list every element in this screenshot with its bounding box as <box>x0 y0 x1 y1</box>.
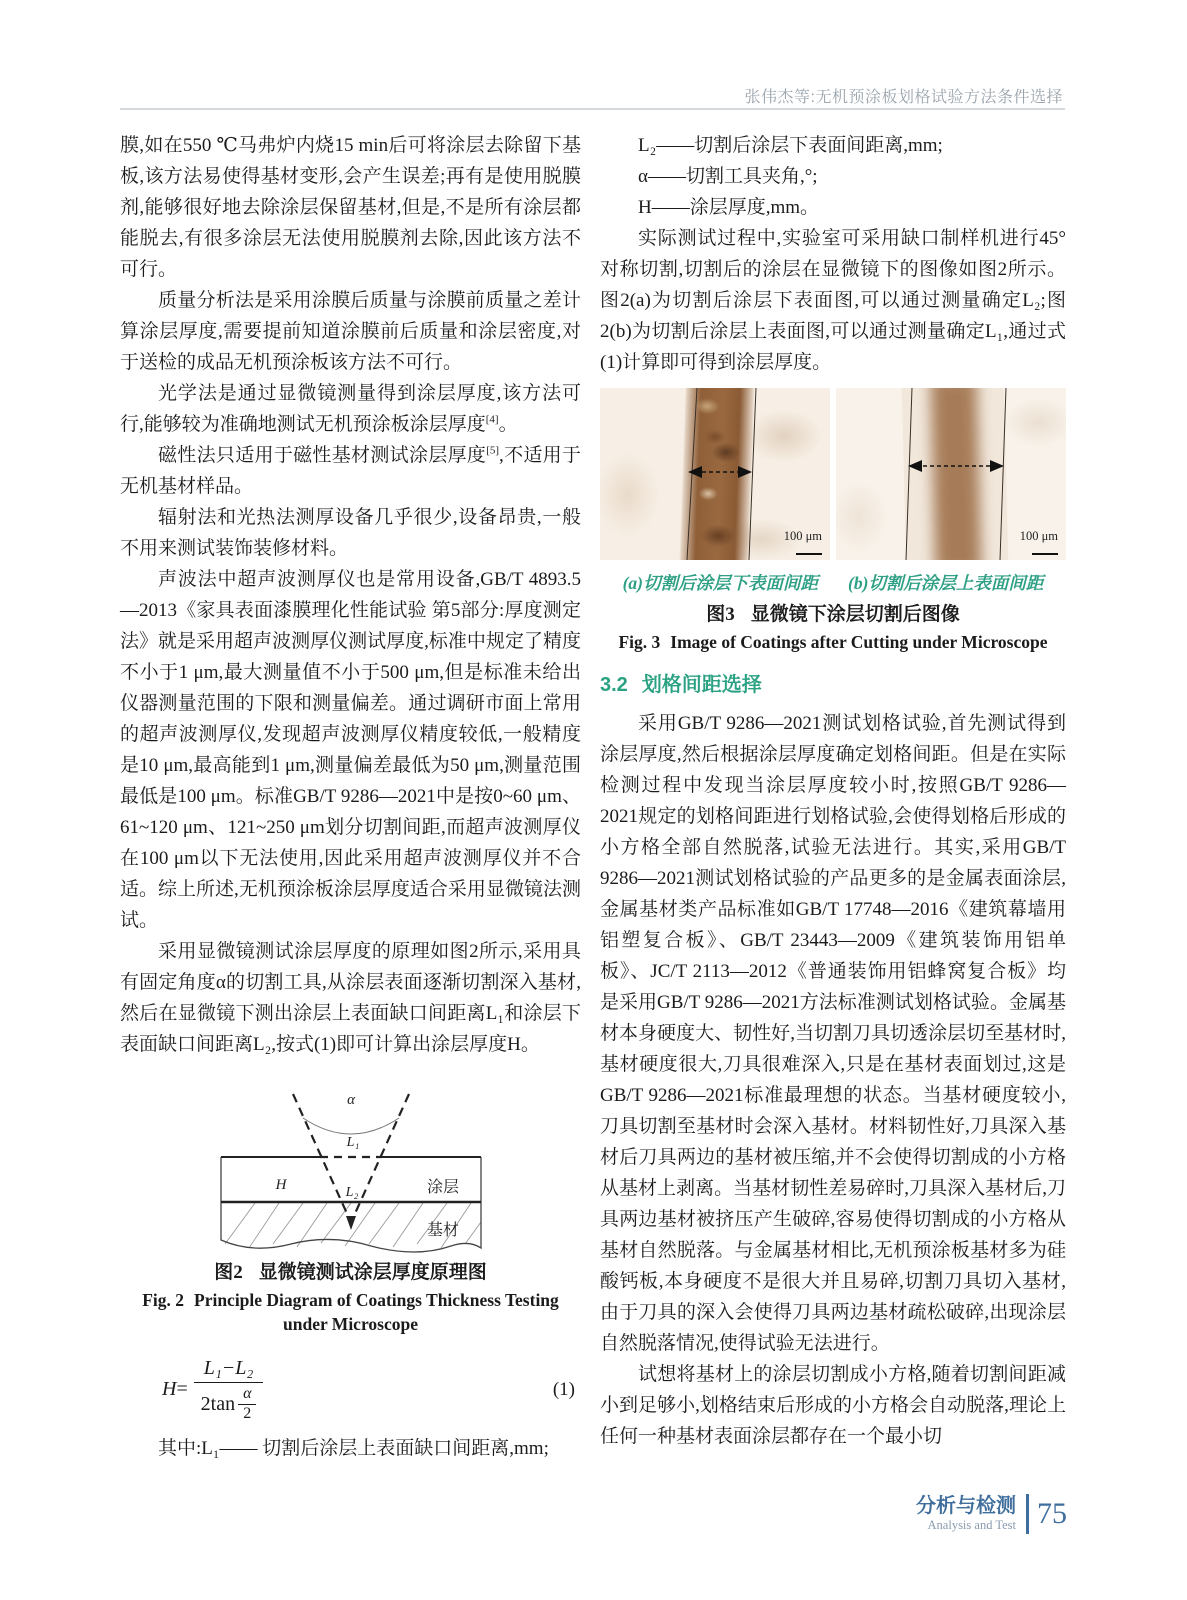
H-label: H <box>275 1177 286 1193</box>
reference-marker: [4] <box>485 413 499 426</box>
figure-3 <box>600 388 1066 654</box>
text-columns <box>120 130 1066 1464</box>
fraction <box>194 1356 264 1423</box>
coating-label: 涂层 <box>426 1179 459 1196</box>
figure-3-number-en: Fig. 3 <box>618 632 661 652</box>
fraction-denominator <box>201 1383 257 1423</box>
footer-divider <box>1026 1494 1029 1534</box>
micrograph-a <box>600 388 830 560</box>
right-column <box>600 130 1066 1464</box>
scale-label: 100 μm <box>783 529 822 543</box>
section-title: 划格间距选择 <box>641 674 762 696</box>
coating-cut-diagram <box>171 1072 531 1254</box>
subfigure-b-caption: (b)切割后涂层上表面间距 <box>848 573 1044 593</box>
L2-label: L₂ <box>345 1185 358 1200</box>
equation-1 <box>120 1356 581 1423</box>
inner-numerator: α <box>238 1385 256 1405</box>
paragraph <box>120 378 581 440</box>
paragraph: 声波法中超声波测厚仪也是常用设备,GB/T 4893.5—2013《家具表面漆膜理化性能试验 第5部分:厚度测定法》就是采用超声波测厚仪测试厚度,标准中规定了精度不小于1 μm,最大测量值不小于500 μm,但是标准未给出仪器测量范围的下限和测量偏差。通过调研市面上常用的超声波测厚仪,发现超声波测厚仪精度较低,一般精度是10 μm,最高能到1 μm,测量偏差最低为50 μm,测量范围最低是100 μm。标准GB/T 9286—2021中是按0~60 μm、61~120 μm、121~250 μm划分切割间距,而超声波测厚仪在100 μm以下无法使用,因此采用超声波测厚仪并不合适。综上所述,无机预涂板涂层厚度适合采用显微镜法测试。 <box>120 569 581 931</box>
figure-2-number-en: Fig. 2 <box>142 1290 184 1310</box>
figure-2-number: 图2 <box>214 1262 243 1283</box>
figure-2-caption-en <box>120 1288 581 1336</box>
equation-number: (1) <box>552 1379 575 1400</box>
paragraph-text: 磁性法只适用于磁性基材测试涂层厚度 <box>158 445 487 466</box>
inner-denominator: 2 <box>243 1405 252 1422</box>
section-heading-3-2 <box>600 670 1066 700</box>
figure-3-caption-cn <box>600 602 1066 628</box>
journal-section-en: Analysis and Test <box>927 1518 1016 1532</box>
definition-L2: L₂——切割后涂层下表面间距离,mm; <box>638 135 943 156</box>
figure-3-title-en: Image of Coatings after Cutting under Microscope <box>670 632 1048 652</box>
scale-bar-line <box>1032 553 1058 555</box>
page-footer <box>916 1494 1067 1534</box>
equation-body <box>162 1356 263 1423</box>
subfigure-captions <box>600 570 1066 596</box>
journal-section-name <box>916 1495 1016 1533</box>
paragraph-text: ,不适用于无机基材样品。 <box>120 445 581 497</box>
substrate-label: 基材 <box>426 1222 459 1239</box>
equation-lhs: H <box>162 1378 177 1400</box>
section-number: 3.2 <box>600 674 628 696</box>
definition-alpha: α——切割工具夹角,°; <box>638 166 818 187</box>
figure-3-title: 显微镜下涂层切割后图像 <box>750 604 960 625</box>
figure-2-title-en: Principle Diagram of Coatings Thickness Testing under Microscope <box>194 1290 559 1334</box>
equals-sign: = <box>176 1378 188 1400</box>
left-column <box>120 130 581 1464</box>
paragraph: 辐射法和光热法测厚设备几乎很少,设备昂贵,一般不用来测试装饰装修材料。 <box>120 507 581 559</box>
paragraph: 采用显微镜测试涂层厚度的原理如图2所示,采用具有固定角度α的切割工具,从涂层表面逐渐切割深入基材,然后在显微镜下测出涂层上表面缺口间距离L₁和涂层下表面缺口间距离L₂,按式(1)即可计算出涂层厚度H。 <box>120 941 581 1055</box>
definition-H: H——涂层厚度,mm。 <box>638 197 820 218</box>
micrograph-b <box>836 388 1066 560</box>
scale-bar-line <box>796 553 822 555</box>
paragraph <box>120 440 581 502</box>
paragraph-text: 光学法是通过显微镜测量得到涂层厚度,该方法可行,能够较为准确地测试无机预涂板涂层厚度 <box>120 383 581 435</box>
paragraph: 实际测试过程中,实验室可采用缺口制样机进行45°对称切割,切割后的涂层在显微镜下的图像如图2所示。图2(a)为切割后涂层下表面图,可以通过测量确定L₂;图2(b)为切割后涂层上表面图,可以通过测量确定L₁,通过式(1)计算即可得到涂层厚度。 <box>600 228 1066 373</box>
where-clause: 其中:L₁—— 切割后涂层上表面缺口间距离,mm; <box>158 1438 549 1459</box>
scale-bar <box>784 521 822 555</box>
figure-3-caption-en <box>600 630 1066 654</box>
paragraph-text: 。 <box>498 414 518 435</box>
L1-label: L₁ <box>346 1135 359 1150</box>
micrograph-row <box>600 388 1066 560</box>
paragraph: 膜,如在550 ℃马弗炉内烧15 min后可将涂层去除留下基板,该方法易使得基材变形,会产生误差;再有是使用脱膜剂,能够很好地去除涂层保留基材,但是,不是所有涂层都能脱去,有很多涂层无法使用脱膜剂去除,因此该方法不可行。 <box>120 135 581 280</box>
scale-label: 100 μm <box>1019 529 1058 543</box>
figure-2 <box>120 1072 581 1336</box>
paragraph: 采用GB/T 9286—2021测试划格试验,首先测试得到涂层厚度,然后根据涂层厚度确定划格间距。但是在实际检测过程中发现当涂层厚度较小时,按照GB/T 9286—2021规定的划格间距进行划格试验,会使得划格后形成的小方格全部自然脱落,试验无法进行。其实,采用GB/T 9286—2021测试划格试验的产品更多的是金属表面涂层,金属基材类产品标准如GB/T 17748—2016《建筑幕墙用铝塑复合板》、GB/T 23443—2009《建筑装饰用铝单板》、JC/T 2113—2012《普通装饰用铝蜂窝复合板》均是采用GB/T 9286—2021方法标准测试划格试验。金属基材本身硬度大、韧性好,当切割刀具切透涂层切至基材时,基材硬度很大,刀具很难深入,只是在基材表面划过,这是GB/T 9286—2021标准最理想的状态。当基材硬度较小,刀具切割至基材时会深入基材。材料韧性好,刀具深入基材后刀具两边的基材被压缩,并不会使得切割成的小方格从基材上剥离。当基材韧性差易碎时,刀具深入基材后,刀具两边基材被挤压产生破碎,容易使得切割成的小方格从基材自然脱落。与金属基材相比,无机预涂板基材多为硅酸钙板,本身硬度不是很大并且易碎,切割刀具切入基材,由于刀具的深入会使得刀具两边基材疏松破碎,出现涂层自然脱落情况,使得试验无法进行。 <box>600 713 1066 1354</box>
alpha-label: α <box>346 1092 355 1108</box>
page-number: 75 <box>1037 1497 1067 1530</box>
reference-marker: [5] <box>486 444 500 457</box>
paragraph: 试想将基材上的涂层切割成小方格,随着切割间距减小到足够小,划格结束后形成的小方格会自动脱落,理论上任何一种基材表面涂层都存在一个最小切 <box>600 1364 1066 1447</box>
paragraph: 质量分析法是采用涂膜后质量与涂膜前质量之差计算涂层厚度,需要提前知道涂膜前后质量和涂层密度,对于送检的成品无机预涂板该方法不可行。 <box>120 290 581 373</box>
journal-section-cn: 分析与检测 <box>916 1495 1016 1517</box>
figure-3-number: 图3 <box>706 604 735 625</box>
running-head: 张伟杰等:无机预涂板划格试验方法条件选择 <box>744 89 1063 106</box>
inner-fraction <box>238 1385 256 1423</box>
figure-2-caption-cn <box>120 1260 581 1286</box>
subfigure-a-caption: (a)切割后涂层下表面间距 <box>622 573 818 593</box>
figure-2-title: 显微镜测试涂层厚度原理图 <box>258 1262 487 1283</box>
scale-bar <box>1020 521 1058 555</box>
fraction-numerator: L₁−L₂ <box>194 1356 264 1383</box>
header-rule <box>120 108 1065 110</box>
denominator-prefix: 2tan <box>200 1393 236 1415</box>
